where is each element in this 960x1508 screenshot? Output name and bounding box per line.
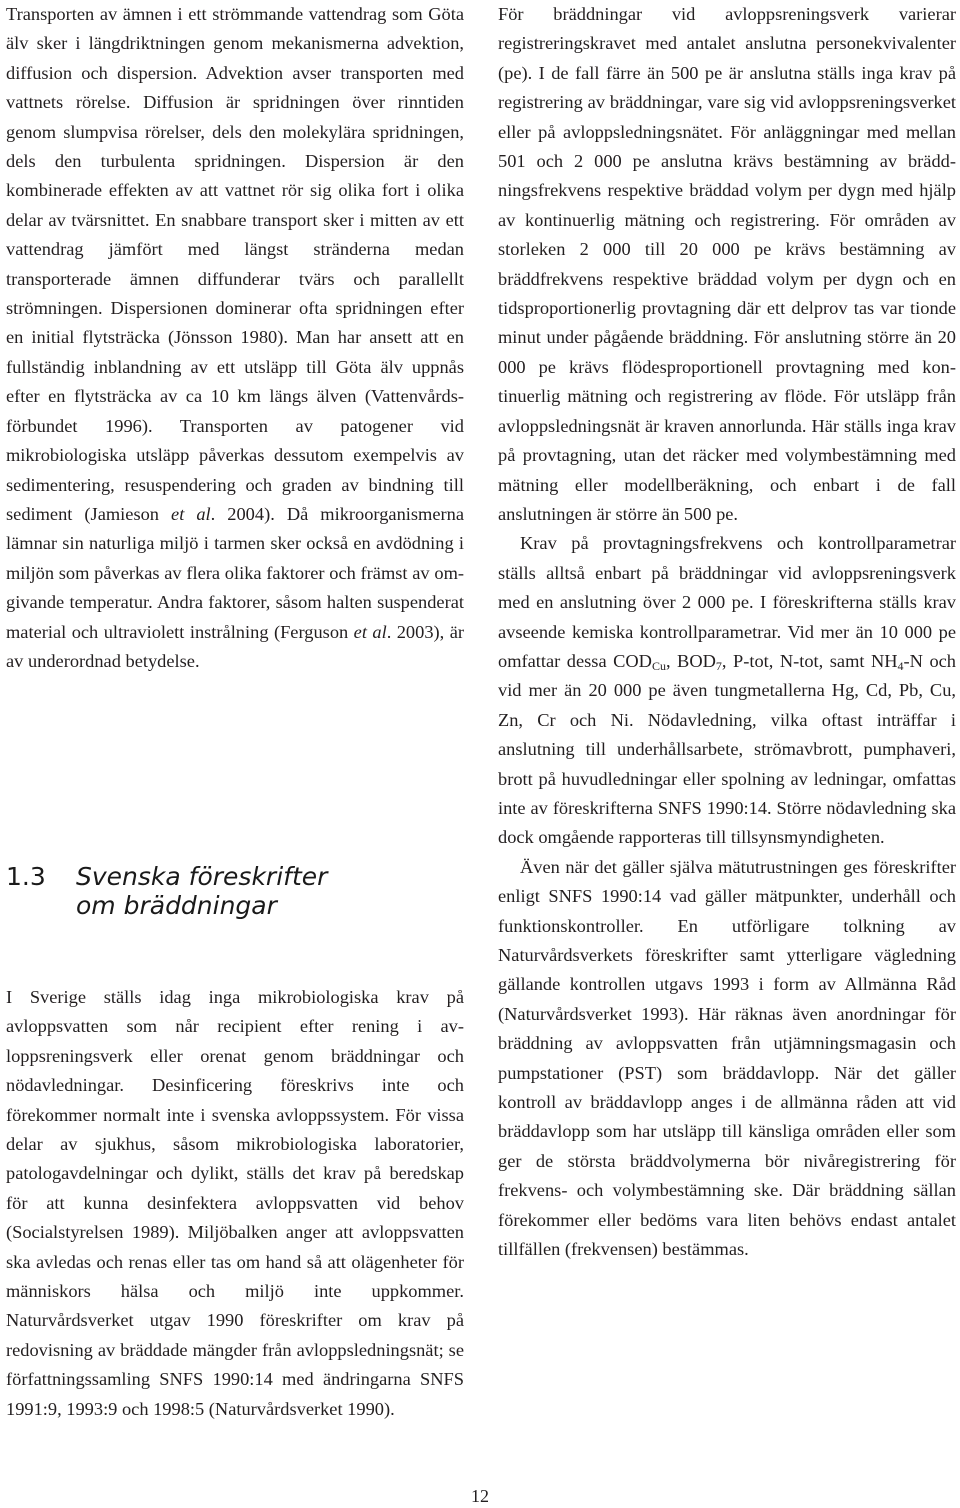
section-title-line-2: om bräddningar [76,891,277,920]
body-paragraph: I Sverige ställs idag inga mikrobiologiska krav på avloppsvatten som når recipient efter rening i avloppsreningsverk eller orenat genom bräddningar och nödavledningar. Desinficering föreskrivs inte och förekommer normalt inte i svenska avloppssystem. För vissa delar av sjukhus, såsom mikrobiologiska laboratorier, patologavdelningar och dylikt, ställs det krav på beredskap för att kunna desinfektera avloppsvatten vid behov (Socialstyrelsen 1989). Miljöbalken anger att avloppsvatten ska avledas och renas eller tas om hand så att olägenheter för människors hälsa och miljö inte uppkommer. Naturvårdsverket utgav 1990 föreskrifter om krav på redovisning av bräddade mängder från avloppsledningsnät; se författningssamling SNFS 1990:14 med ändringarna SNFS 1991:9, 1993:9 och 1998:5 (Naturvårdsverket 1990). [6,987,464,1419]
body-paragraph: För bräddningar vid avloppsreningsverk varierar registreringskravet med antalet anslutna personekvivalenter (pe). I de fall färre än 500 pe är anslutna ställs inga krav på registrering av bräddningar, vare sig vid avloppsreningsverket eller på avloppsledningsnätet. För anläggningar med mellan 501 och 2 000 pe anslutna krävs bestämning av bräddningsfrekvens respektive bräddad volym per dygn med hjälp av kontinuerlig mätning och registrering. För områden av storleken 2 000 till 20 000 pe krävs bestämning av bräddfrekvens respektive bräddad volym per dygn och en tidsproportionerlig provtagning där ett delprov tas var tionde minut under pågående bräddning. För anslutning större än 20 000 pe krävs flödesproportionell provtagning med kontinuerlig mätning och registrering av flöde. För utsläpp från avloppsledningsnät är kraven annorlunda. Här ställs inga krav på provtagning, utan det räcker med volymbestämning med mätning eller modellberäkning, och enbart i de fall anslutningen är större än 500 pe. [498,4,956,524]
subscript: 4 [897,658,904,673]
subscript: Cu [651,658,666,673]
right-column [498,0,956,1264]
paragraph-text: , BOD [665,650,716,671]
left-column-lower [6,983,464,1424]
body-paragraph [498,529,956,852]
body-paragraph [6,0,464,676]
paragraph-text: -N och vid mer än 20 000 pe även tungmetallerna Hg, Cd, Pb, Cu, Zn, Cr och Ni. Nödavledning, vilka oftast inträffar i anslutning till underhållsarbete, strömavbrott, pumphaveri, brott på huvudledningar eller spolning av ledningar, omfattas inte av föreskrifterna SNFS 1990:14. Större nödavledning ska dock omgående rapporteras till tillsynsmyndigheten. [498,650,956,848]
page-number: 12 [471,1486,489,1506]
section-heading [6,862,466,920]
left-column-upper [6,0,464,676]
paragraph-text: . 2003), är av underordnad betydelse. [6,621,464,671]
citation-etal: et al [171,503,211,524]
section-title [76,862,327,920]
paragraph-text: . 2004). Då mikroorganismerna lämnar sin naturliga miljö i tarmen sker också en avdödning i miljön som påverkas av flera olika faktorer och främst av omgivande temperatur. Andra faktorer, såsom halten suspenderat material och ultraviolett instrålning (Ferguson [6,503,464,642]
subscript: 7 [715,658,722,673]
paragraph-text: Krav på provtagningsfrekvens och kontrollparametrar ställs alltså enbart på bräddningar vid avloppsreningsverk med en anslutning över 2 000 pe. I föreskrifterna ställs krav avseende kemiska kontrollparametrar. Vid mer än 10 000 pe omfattar dessa COD [498,533,956,671]
citation-etal: et al [353,621,387,642]
paragraph-text: , P-tot, N-tot, samt NH [721,650,898,671]
body-paragraph: Även när det gäller själva mätutrustningen ges föreskrifter enligt SNFS 1990:14 vad gäller mätpunkter, underhåll och funktionskontroller. En utförligare tolkning av Naturvårdsverkets föreskrifter samt ytterligare vägledning gällande kontrollen utgavs 1993 i form av Allmänna Råd (Naturvårdsverket 1993). Här räknas även anordningar för bräddning av avloppsvatten från utjämningsmagasin och pumpstationer (PST) som bräddavlopp. När det gäller kontroll av bräddavlopp anges i de allmänna råden att vid bräddavlopp som har utsläpp till känsliga områden eller som ger de största bräddvolymerna bör nivåregistrering för frekvens- och volymbestämning ske. Där bräddning sällan förekommer eller bedöms vara liten behövs endast antalet tillfällen (frekvensen) bestämmas. [498,856,956,1260]
paragraph-text: Transporten av ämnen i ett strömmande vattendrag som Göta älv sker i längdriktningen genom mekanismerna advektion, diffusion och dispersion. Advektion avser transporten med vattnets rörelse. Diffusion är spridningen över rinntiden genom slumpvisa rörelser, dels den molekylära spridningen, dels den turbulenta spridningen. Dispersion är den kombinerade effekten av att vattnet rör sig olika fort i olika delar av tvärsnittet. En snabbare transport sker i mitten av ett vattendrag jämfört med längst stränderna medan transporterade ämnen diffunderar tvärs och parallellt strömningen. Dispersionen dominerar ofta spridningen efter en initial flytsträcka (Jönsson 1980). Man har ansett att en fullständig inblandning av ett utsläpp till Göta älv uppnås efter en flytsträcka av ca 10 km längs älven (Vattenvårdsförbundet 1996). Transporten av patogener vid mikrobiologiska utsläpp påverkas dessutom exempelvis av sedimentering, resuspendering och graden av bindning till sediment (Jamieson [6,4,464,524]
section-title-line-1: Svenska föreskrifter [76,862,328,891]
section-number: 1.3 [6,862,46,891]
